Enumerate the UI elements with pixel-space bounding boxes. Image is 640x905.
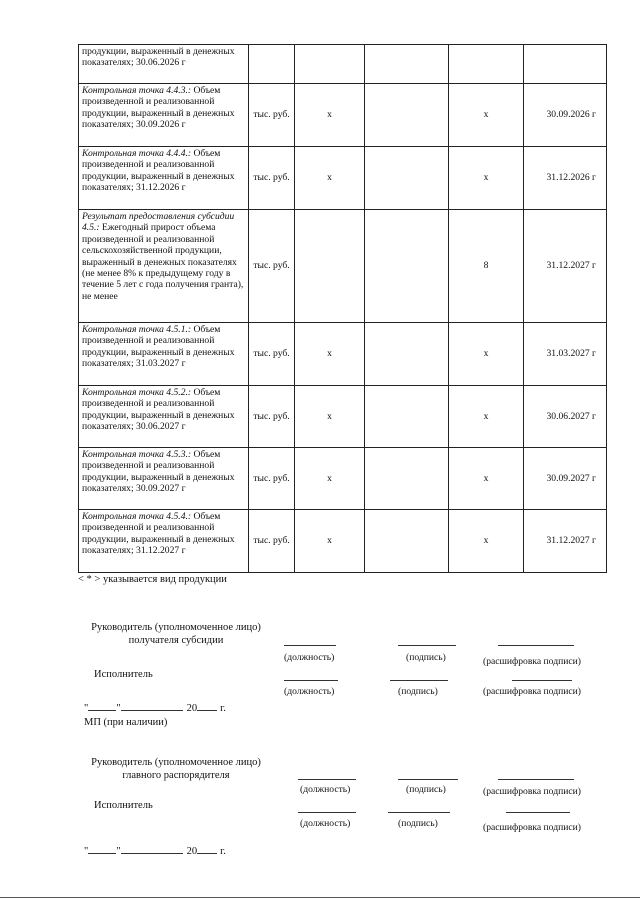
indicator-cell: Контрольная точка 4.5.2.: Объем произведенной и реализованной продукции, выраженный в денежных показателях; 30.06.2027 г (79, 386, 249, 448)
recipient-date-line: " " 20 г. (84, 700, 226, 714)
signature-line (398, 645, 456, 646)
table-row (79, 45, 607, 84)
value-cell (365, 84, 449, 147)
table-row (79, 147, 607, 210)
signature-line (398, 779, 458, 780)
date-cell: 31.12.2027 г (524, 510, 607, 573)
indicator-cell: Контрольная точка 4.4.4.: Объем произведенной и реализованной продукции, выраженный в денежных показателях; 31.12.2026 г (79, 147, 249, 210)
indicator-cell: Контрольная точка 4.5.4.: Объем произведенной и реализованной продукции, выраженный в денежных показателях; 31.12.2027 г (79, 510, 249, 573)
position-caption: (должность) (300, 818, 351, 829)
indicator-cell: Результат предоставления субсидии 4.5.: Ежегодный прирост объема произведенной и реализованной сельскохозяйственной продукции, выраженный в денежных показателях (не менее 8% к предыдущему году в течение 5 лет с года получения гранта), не менее (79, 210, 249, 323)
value-cell (365, 323, 449, 386)
value-cell (295, 45, 365, 84)
value-cell: х (449, 323, 524, 386)
value-cell (365, 210, 449, 323)
value-cell (365, 147, 449, 210)
value-cell (365, 448, 449, 510)
footnote: < * > указывается вид продукции (78, 574, 227, 585)
value-cell: х (449, 147, 524, 210)
table-row (79, 323, 607, 386)
signature-line (388, 812, 450, 813)
unit-cell: тыс. руб. (249, 147, 295, 210)
value-cell (365, 45, 449, 84)
transcript-caption: (расшифровка подписи) (483, 686, 581, 697)
recipient-executor-label: Исполнитель (94, 669, 153, 680)
transcript-caption: (расшифровка подписи) (483, 786, 581, 797)
indicator-cell: продукции, выраженный в денежных показателях; 30.06.2026 г (79, 45, 249, 84)
signature-line (284, 680, 338, 681)
signature-line (298, 812, 356, 813)
value-cell (365, 386, 449, 448)
indicator-cell: Контрольная точка 4.5.1.: Объем произведенной и реализованной продукции, выраженный в денежных показателях; 31.03.2027 г (79, 323, 249, 386)
position-caption: (должность) (284, 686, 335, 697)
unit-cell (249, 45, 295, 84)
unit-cell: тыс. руб. (249, 323, 295, 386)
signature-caption: (подпись) (398, 818, 438, 829)
value-cell: х (295, 386, 365, 448)
signature-line (298, 779, 356, 780)
value-cell: х (295, 147, 365, 210)
value-cell (295, 210, 365, 323)
date-cell: 31.12.2026 г (524, 147, 607, 210)
signature-line (506, 812, 570, 813)
date-cell: 30.09.2027 г (524, 448, 607, 510)
date-cell: 31.12.2027 г (524, 210, 607, 323)
date-cell: 31.03.2027 г (524, 323, 607, 386)
unit-cell: тыс. руб. (249, 510, 295, 573)
value-cell: х (295, 323, 365, 386)
table-row (79, 510, 607, 573)
table-row (79, 448, 607, 510)
distributor-head-label: Руководитель (уполномоченное лицо) главного распорядителя (91, 757, 261, 781)
transcript-caption: (расшифровка подписи) (483, 656, 581, 667)
unit-cell: тыс. руб. (249, 210, 295, 323)
date-cell: 30.09.2026 г (524, 84, 607, 147)
indicator-cell: Контрольная точка 4.4.3.: Объем произведенной и реализованной продукции, выраженный в денежных показателях; 30.09.2026 г (79, 84, 249, 147)
recipient-head-label: Руководитель (уполномоченное лицо) получателя субсидии (91, 622, 261, 646)
value-cell: х (295, 84, 365, 147)
unit-cell: тыс. руб. (249, 386, 295, 448)
distributor-executor-label: Исполнитель (94, 800, 153, 811)
page-bottom-rule (0, 897, 640, 898)
position-caption: (должность) (284, 652, 335, 663)
distributor-date-line: " " 20 г. (84, 843, 226, 857)
date-cell (524, 45, 607, 84)
value-cell: х (449, 448, 524, 510)
transcript-caption: (расшифровка подписи) (483, 822, 581, 833)
signature-line (498, 779, 574, 780)
stamp-label: МП (при наличии) (84, 717, 168, 728)
signature-caption: (подпись) (406, 784, 446, 795)
table-row (79, 210, 607, 323)
signature-line (498, 645, 574, 646)
signature-line (284, 645, 336, 646)
results-table (78, 44, 607, 573)
unit-cell: тыс. руб. (249, 448, 295, 510)
signature-caption: (подпись) (406, 652, 446, 663)
signature-line (390, 680, 448, 681)
value-cell: х (449, 386, 524, 448)
signature-line (512, 680, 572, 681)
table-row (79, 84, 607, 147)
indicator-cell: Контрольная точка 4.5.3.: Объем произведенной и реализованной продукции, выраженный в денежных показателях; 30.09.2027 г (79, 448, 249, 510)
value-cell: 8 (449, 210, 524, 323)
value-cell (365, 510, 449, 573)
value-cell (449, 45, 524, 84)
position-caption: (должность) (300, 784, 351, 795)
signature-caption: (подпись) (398, 686, 438, 697)
value-cell: х (449, 84, 524, 147)
table-row (79, 386, 607, 448)
value-cell: х (295, 510, 365, 573)
value-cell: х (449, 510, 524, 573)
value-cell: х (295, 448, 365, 510)
date-cell: 30.06.2027 г (524, 386, 607, 448)
unit-cell: тыс. руб. (249, 84, 295, 147)
